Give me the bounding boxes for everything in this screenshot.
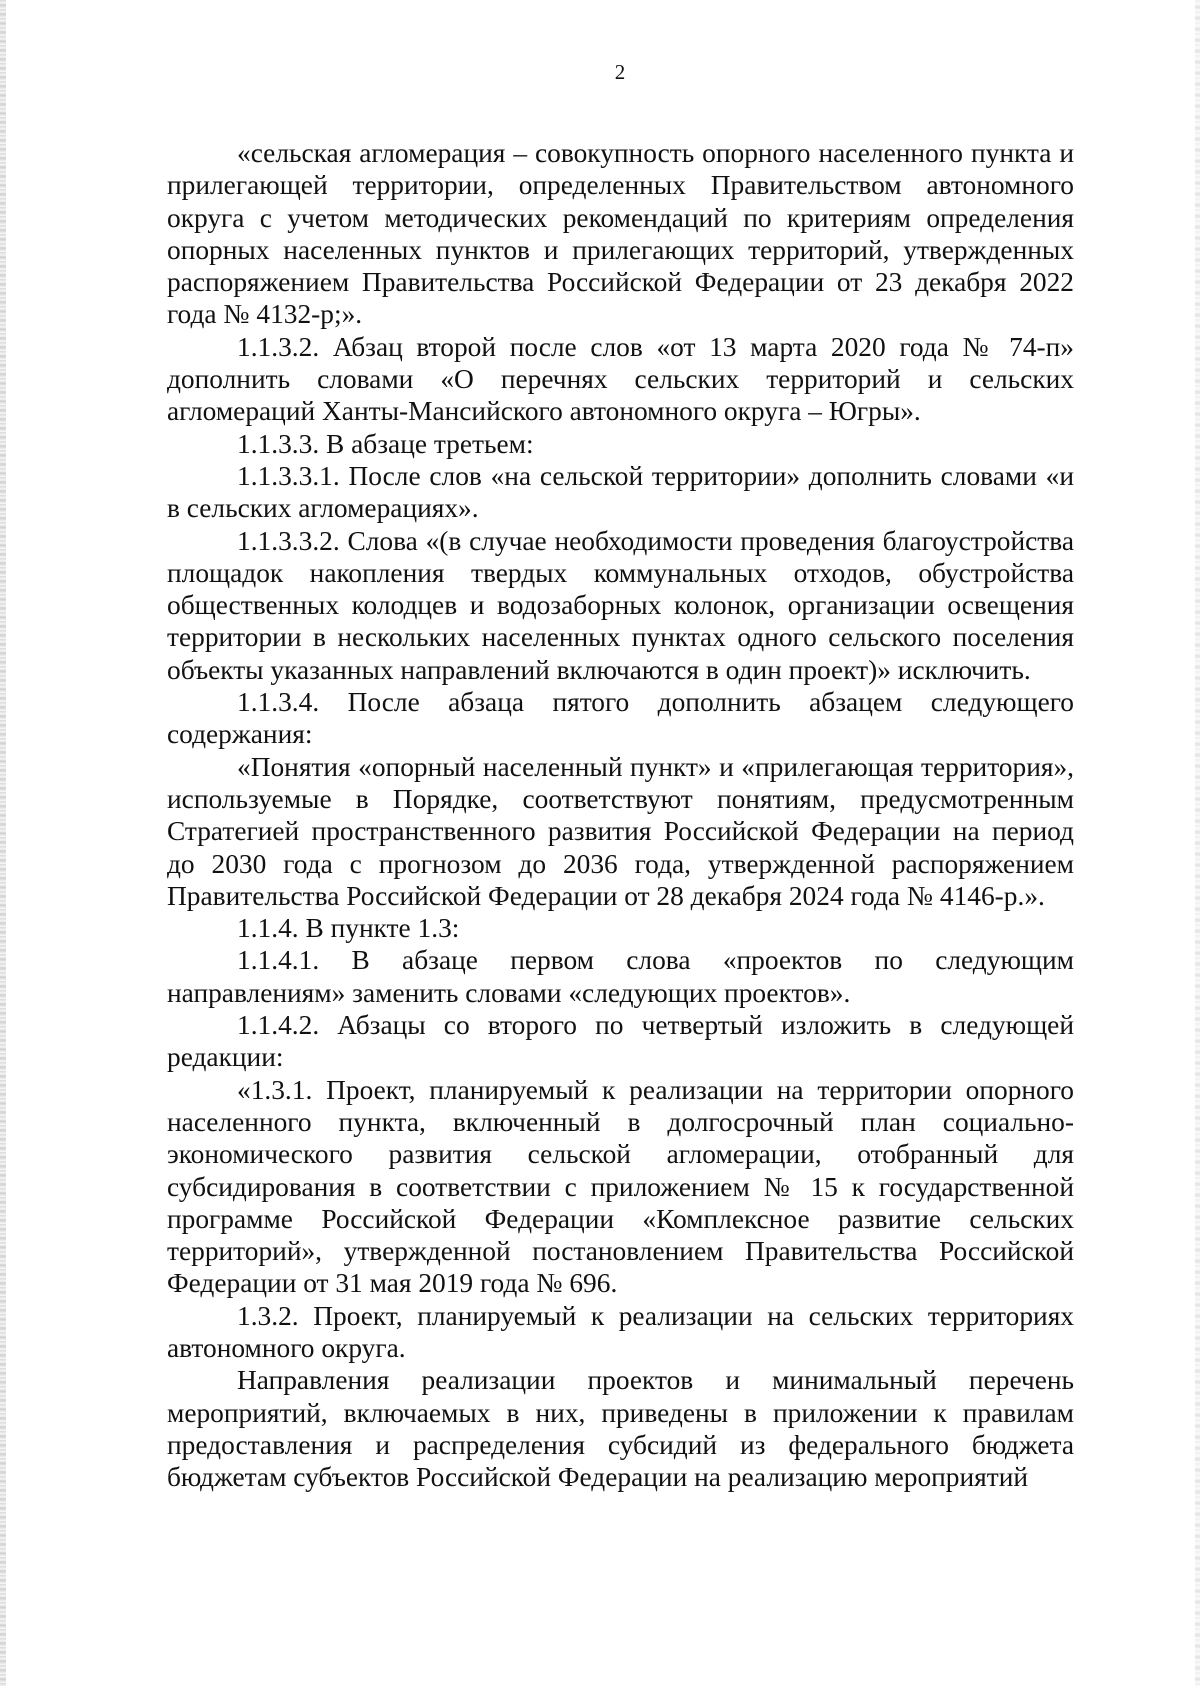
paragraph-1-1-3-3: 1.1.3.3. В абзаце третьем: <box>237 428 534 459</box>
paragraph-1-1-3-3-2: 1.1.3.3.2. Слова «(в случае необходимости проведения благоустройства площадок накопления твердых коммунальных отходов, обустройства общественных колодцев и водозаборных колонок, организации освещения территории в нескольких населенных пунктах одного сельского поселения объекты указанных направлений включаются в один проект)» исключить. <box>167 525 1074 685</box>
paragraph-1-1-3-4: 1.1.3.4. После абзаца пятого дополнить абзацем следующего содержания: <box>167 687 1074 750</box>
scan-edge-left <box>0 0 6 1686</box>
document-body <box>167 137 1074 1493</box>
paragraph-project-directions: Направления реализации проектов и минимальный перечень мероприятий, включаемых в них, приведены в приложении к правилам предоставления и распределения субсидий из федерального бюджета бюджетам субъектов Российской Федерации на реализацию мероприятий <box>167 1365 1074 1493</box>
paragraph-1-1-3-3-1: 1.1.3.3.1. После слов «на сельской территории» дополнить словами «и в сельских агломерациях». <box>167 460 1074 524</box>
paragraph-1-1-3-2: 1.1.3.2. Абзац второй после слов «от 13 марта 2020 года № 74-п» дополнить словами «О перечнях сельских территорий и сельских агломераций Ханты-Мансийского автономного округа – Югры». <box>167 331 1074 427</box>
paragraph-concepts-definition: «Понятия «опорный населенный пункт» и «прилегающая территория», используемые в Порядке, соответствуют понятиям, предусмотренным Стратегией пространственного развития Российской Федерации на период до 2030 года с прогнозом до 2036 года, утвержденной распоряжением Правительства Российской Федерации от 28 декабря 2024 года № 4146-р.». <box>167 751 1074 911</box>
scan-edge-right <box>1195 0 1200 1686</box>
paragraph-1-3-1: «1.3.1. Проект, планируемый к реализации на территории опорного населенного пункта, включенный в долгосрочный план социально-экономического развития сельской агломерации, отобранный для субсидирования в соответствии с приложением № 15 к государственной программе Российской Федерации «Комплексное развитие сельских территорий», утвержденной постановлением Правительства Российской Федерации от 31 мая 2019 года № 696. <box>167 1074 1074 1299</box>
page-number: 2 <box>614 60 626 84</box>
paragraph-1-1-4-1: 1.1.4.1. В абзаце первом слова «проектов по следующим направлениям» заменить словами «следующих проектов». <box>167 945 1074 1008</box>
paragraph-agglomeration-definition: «сельская агломерация – совокупность опорного населенного пункта и прилегающей территории, определенных Правительством автономного округа с учетом методических рекомендаций по критериям определения опорных населенных пунктов и прилегающих территорий, утвержденных распоряжением Правительства Российской Федерации от 23 декабря 2022 года № 4132-р;». <box>167 138 1074 330</box>
paragraph-1-3-2: 1.3.2. Проект, планируемый к реализации на сельских территориях автономного округа. <box>167 1300 1074 1363</box>
paragraph-1-1-4: 1.1.4. В пункте 1.3: <box>237 913 460 944</box>
paragraph-1-1-4-2: 1.1.4.2. Абзацы со второго по четвертый изложить в следующей редакции: <box>167 1010 1074 1073</box>
